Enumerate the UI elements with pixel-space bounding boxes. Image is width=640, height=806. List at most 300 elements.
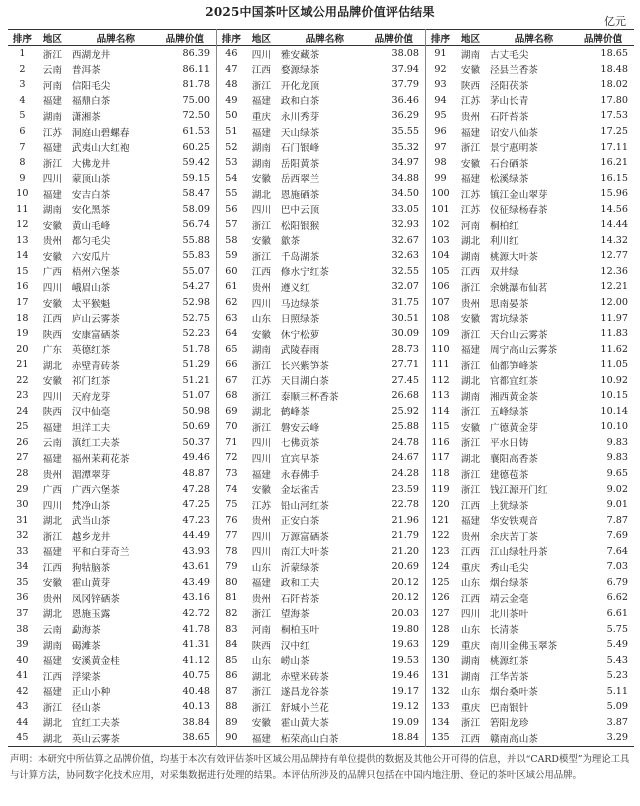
table-row xyxy=(426,201,634,217)
table-row xyxy=(217,606,425,622)
table-row xyxy=(8,683,216,699)
rank-cell: 126 xyxy=(431,592,450,604)
brand-cell: 湘西黄金茶 xyxy=(489,391,538,403)
value-cell: 3.29 xyxy=(578,730,634,746)
table-row xyxy=(217,497,425,513)
rank-cell: 85 xyxy=(225,654,238,666)
region-cell: 湖南 xyxy=(460,671,481,683)
region-cell: 四川 xyxy=(251,547,271,559)
region-cell: 江苏 xyxy=(42,127,62,139)
table-row xyxy=(8,481,216,497)
region-cell: 四川 xyxy=(251,298,271,310)
table-row xyxy=(8,93,216,109)
value-cell: 9.83 xyxy=(606,452,628,464)
header-value: 品牌价值 xyxy=(369,30,425,46)
value-cell: 55.83 xyxy=(182,250,210,262)
brand-cell: 平和白芽奇兰 xyxy=(71,547,130,559)
rank-cell: 89 xyxy=(225,716,238,728)
brand-cell: 周宁高山云雾茶 xyxy=(489,345,558,357)
table-row xyxy=(8,512,216,528)
table-row xyxy=(8,217,216,233)
brand-cell: 日照绿茶 xyxy=(280,314,320,326)
rank-cell: 98 xyxy=(434,157,447,169)
brand-cell: 上犹绿茶 xyxy=(489,500,529,512)
rank-cell: 74 xyxy=(225,483,238,495)
rank-cell: 120 xyxy=(431,499,450,511)
rank-cell: 62 xyxy=(225,297,238,309)
region-cell: 浙江 xyxy=(460,282,481,294)
rank-cell: 45 xyxy=(8,730,37,746)
table-row xyxy=(8,186,216,202)
region-cell: 浙江 xyxy=(251,687,271,699)
table-row xyxy=(8,139,216,155)
brand-cell: 凤冈锌硒茶 xyxy=(71,593,120,605)
region-cell: 江苏 xyxy=(460,189,481,201)
brand-cell: 华安铁观音 xyxy=(489,516,538,528)
rank-cell: 11 xyxy=(16,203,29,215)
table-column-2 xyxy=(216,29,425,747)
value-cell: 9.65 xyxy=(606,468,628,480)
region-cell: 福建 xyxy=(251,96,271,108)
table-row xyxy=(426,46,634,62)
brand-cell: 余庆苦丁茶 xyxy=(489,531,538,543)
brand-cell: 歙茶 xyxy=(280,236,301,248)
rank-cell: 78 xyxy=(225,545,238,557)
table-row xyxy=(8,637,216,653)
table-row xyxy=(217,248,425,264)
table-row xyxy=(8,699,216,715)
table-row xyxy=(8,404,216,420)
brand-cell: 平水日铸 xyxy=(489,438,529,450)
region-cell: 四川 xyxy=(251,438,271,450)
table-row xyxy=(8,528,216,544)
table-row xyxy=(426,450,634,466)
value-cell: 22.78 xyxy=(391,499,419,511)
brand-cell: 仪征绿杨春茶 xyxy=(489,205,548,217)
rank-cell: 32 xyxy=(16,530,29,542)
brand-cell: 湄潭翠芽 xyxy=(71,469,111,481)
value-cell: 43.16 xyxy=(182,592,210,604)
rank-cell: 64 xyxy=(225,328,238,340)
region-cell: 贵州 xyxy=(251,593,271,605)
region-cell: 浙江 xyxy=(42,158,62,170)
table-row xyxy=(217,528,425,544)
table-body xyxy=(426,46,634,747)
rank-cell: 49 xyxy=(225,94,238,106)
value-cell: 51.07 xyxy=(182,390,210,402)
region-cell: 山东 xyxy=(251,314,271,326)
brand-cell: 磐安云峰 xyxy=(280,422,320,434)
region-cell: 湖北 xyxy=(37,730,68,746)
brand-cell: 天府龙芽 xyxy=(71,391,111,403)
value-cell: 50.37 xyxy=(182,436,210,448)
table-row xyxy=(426,310,634,326)
value-cell: 19.12 xyxy=(391,701,419,713)
rank-cell: 96 xyxy=(434,126,447,137)
rank-cell: 131 xyxy=(431,670,450,682)
region-cell: 四川 xyxy=(42,282,62,294)
region-cell: 广东 xyxy=(42,345,62,357)
region-cell: 湖北 xyxy=(42,609,62,621)
rank-cell: 90 xyxy=(217,730,246,746)
region-cell: 四川 xyxy=(42,391,62,403)
rank-cell: 72 xyxy=(225,452,238,464)
rank-cell: 65 xyxy=(225,343,238,355)
region-cell: 江苏 xyxy=(251,376,271,388)
brand-cell: 正安白茶 xyxy=(280,516,320,528)
rank-cell: 24 xyxy=(16,405,29,417)
value-cell: 58.09 xyxy=(182,203,210,215)
rank-cell: 47 xyxy=(225,63,238,75)
value-cell: 41.12 xyxy=(182,654,210,666)
table-row xyxy=(217,310,425,326)
table-row xyxy=(8,435,216,451)
table-row xyxy=(426,435,634,451)
region-cell: 湖北 xyxy=(251,671,271,683)
table-row xyxy=(217,512,425,528)
region-cell: 贵州 xyxy=(42,236,62,248)
brand-cell: 官都宜红茶 xyxy=(489,376,538,388)
region-cell: 安徽 xyxy=(460,422,481,434)
region-cell: 湖北 xyxy=(251,407,271,419)
region-cell: 云南 xyxy=(42,438,62,450)
header-rank: 排序 xyxy=(8,30,37,46)
rank-cell: 118 xyxy=(431,468,450,480)
brand-cell: 镇江金山翠芽 xyxy=(489,189,548,201)
rank-cell: 38 xyxy=(16,623,29,635)
header-region: 地区 xyxy=(37,30,68,46)
table-column-1 xyxy=(8,29,216,747)
table-row xyxy=(426,62,634,78)
value-cell: 5.11 xyxy=(606,685,628,697)
table-row xyxy=(8,559,216,575)
value-cell: 10.14 xyxy=(600,405,628,417)
brand-cell: 余姚瀑布仙茗 xyxy=(489,282,548,294)
region-cell: 江西 xyxy=(460,500,481,512)
table-row xyxy=(8,326,216,342)
region-cell: 陕西 xyxy=(42,407,62,419)
region-cell: 浙江 xyxy=(251,360,271,372)
brand-cell: 岳阳黄茶 xyxy=(280,158,320,170)
rank-cell: 39 xyxy=(16,639,29,651)
header-brand: 品牌名称 xyxy=(277,30,369,46)
table-row xyxy=(217,575,425,591)
region-cell: 湖南 xyxy=(251,345,271,357)
region-cell: 福建 xyxy=(42,656,62,668)
table-row xyxy=(8,108,216,124)
table-row xyxy=(8,575,216,591)
value-cell: 17.80 xyxy=(600,94,628,106)
value-cell: 9.01 xyxy=(606,499,628,511)
value-cell: 28.73 xyxy=(391,343,419,355)
region-cell: 江西 xyxy=(42,314,62,326)
brand-cell: 柘荣高山白茶 xyxy=(277,730,369,746)
rank-cell: 77 xyxy=(225,530,238,542)
rank-cell: 2 xyxy=(19,63,26,75)
rank-cell: 19 xyxy=(16,328,29,340)
rank-cell: 122 xyxy=(431,530,450,542)
region-cell: 河南 xyxy=(460,220,481,232)
rank-cell: 99 xyxy=(434,172,447,184)
rank-cell: 73 xyxy=(225,468,238,480)
value-cell: 43.93 xyxy=(182,545,210,557)
brand-cell: 永春佛手 xyxy=(280,469,320,481)
table-row xyxy=(217,683,425,699)
brand-cell: 安吉白茶 xyxy=(71,189,111,201)
region-cell: 浙江 xyxy=(42,702,62,714)
rank-cell: 54 xyxy=(225,172,238,184)
value-cell: 17.11 xyxy=(600,141,628,153)
rank-cell: 123 xyxy=(431,545,450,557)
rank-cell: 132 xyxy=(431,685,450,697)
brand-cell: 天台山云雾茶 xyxy=(489,329,548,341)
region-cell: 福建 xyxy=(42,422,62,434)
brand-cell: 广西六堡茶 xyxy=(71,485,120,497)
table-row xyxy=(8,544,216,560)
value-cell: 20.69 xyxy=(391,561,419,573)
value-cell: 24.67 xyxy=(391,452,419,464)
table-row xyxy=(217,62,425,78)
brand-cell: 安化黑茶 xyxy=(71,205,111,217)
region-cell: 浙江 xyxy=(460,438,481,450)
value-cell: 50.98 xyxy=(182,405,210,417)
value-cell: 51.78 xyxy=(182,343,210,355)
table-row xyxy=(217,481,425,497)
brand-cell: 双井绿 xyxy=(489,267,519,279)
brand-cell: 西湖龙井 xyxy=(71,49,111,61)
table-row xyxy=(8,201,216,217)
value-cell: 33.05 xyxy=(391,203,419,215)
value-cell: 12.21 xyxy=(600,281,628,293)
rank-cell: 100 xyxy=(431,188,450,200)
brand-cell: 大佛龙井 xyxy=(71,158,111,170)
region-cell: 福建 xyxy=(42,189,62,201)
region-cell: 湖南 xyxy=(42,640,62,652)
rank-cell: 53 xyxy=(225,157,238,169)
region-cell: 江西 xyxy=(42,562,62,574)
table-row xyxy=(426,637,634,653)
value-cell: 54.27 xyxy=(182,281,210,293)
rank-cell: 56 xyxy=(225,203,238,215)
value-cell: 19.53 xyxy=(391,654,419,666)
region-cell: 湖南 xyxy=(251,143,271,155)
rank-cell: 17 xyxy=(16,297,29,309)
region-cell: 山东 xyxy=(460,687,481,699)
value-cell: 32.07 xyxy=(391,281,419,293)
value-cell: 14.44 xyxy=(600,219,628,231)
brand-cell: 峨眉山茶 xyxy=(71,282,111,294)
table-row xyxy=(8,46,216,62)
brand-cell: 仙都笋峰茶 xyxy=(489,360,538,372)
region-cell: 重庆 xyxy=(251,111,271,123)
value-cell: 21.96 xyxy=(391,514,419,526)
rank-cell: 91 xyxy=(434,48,447,60)
value-cell: 35.32 xyxy=(391,141,419,153)
value-cell: 32.93 xyxy=(391,219,419,231)
value-cell: 49.46 xyxy=(182,452,210,464)
rank-cell: 28 xyxy=(16,468,29,480)
value-cell: 11.97 xyxy=(600,312,628,324)
rank-cell: 111 xyxy=(431,359,450,371)
rank-cell: 135 xyxy=(426,730,455,746)
table-row xyxy=(217,279,425,295)
brand-cell: 梵净山茶 xyxy=(71,500,111,512)
rank-cell: 79 xyxy=(225,561,238,573)
table-row xyxy=(426,575,634,591)
brand-cell: 汉中红 xyxy=(280,640,310,652)
rank-cell: 109 xyxy=(431,328,450,340)
value-cell: 21.79 xyxy=(391,530,419,542)
rank-cell: 60 xyxy=(225,265,238,277)
region-cell: 山东 xyxy=(460,578,481,590)
rank-cell: 57 xyxy=(225,219,238,231)
table-row xyxy=(217,341,425,357)
rank-cell: 59 xyxy=(225,250,238,262)
brand-cell: 武陵春雨 xyxy=(280,345,320,357)
rank-cell: 40 xyxy=(16,654,29,666)
value-cell: 47.23 xyxy=(182,514,210,526)
table-row xyxy=(426,590,634,606)
brand-cell: 赤壁米砖茶 xyxy=(280,671,329,683)
table-row xyxy=(217,139,425,155)
value-cell: 48.87 xyxy=(182,468,210,480)
table-row xyxy=(8,279,216,295)
header-region: 地区 xyxy=(455,30,486,46)
brand-cell: 恩施玉露 xyxy=(71,609,111,621)
brand-cell: 广德黄金芽 xyxy=(489,422,538,434)
table-row xyxy=(426,621,634,637)
rank-cell: 1 xyxy=(19,48,26,60)
ranking-table xyxy=(217,29,425,747)
table-row xyxy=(8,730,216,746)
brand-cell: 古丈毛尖 xyxy=(489,49,529,61)
table-row xyxy=(426,715,634,731)
region-cell: 浙江 xyxy=(251,391,271,403)
value-cell: 24.28 xyxy=(391,468,419,480)
region-cell: 湖北 xyxy=(460,376,481,388)
value-cell: 86.39 xyxy=(182,48,210,60)
value-cell: 12.00 xyxy=(600,297,628,309)
value-cell: 5.43 xyxy=(606,654,628,666)
rank-cell: 95 xyxy=(434,110,447,122)
table-body xyxy=(217,46,425,747)
region-cell: 浙江 xyxy=(460,407,481,419)
value-cell: 32.55 xyxy=(391,265,419,277)
brand-cell: 六安瓜片 xyxy=(71,251,111,263)
value-cell: 34.88 xyxy=(391,172,419,184)
value-cell: 47.28 xyxy=(182,483,210,495)
region-cell: 贵州 xyxy=(460,298,481,310)
table-row xyxy=(426,217,634,233)
table-row xyxy=(426,668,634,684)
brand-cell: 北川茶叶 xyxy=(489,609,529,621)
region-cell: 云南 xyxy=(42,65,62,77)
table-row xyxy=(217,404,425,420)
rank-cell: 7 xyxy=(19,141,26,153)
brand-cell: 松溪绿茶 xyxy=(489,174,529,186)
brand-cell: 都匀毛尖 xyxy=(71,236,111,248)
brand-cell: 五峰绿茶 xyxy=(489,407,529,419)
brand-cell: 建德苞茶 xyxy=(489,469,529,481)
table-row xyxy=(217,155,425,171)
table-row xyxy=(426,326,634,342)
table-row xyxy=(217,699,425,715)
brand-cell: 长清茶 xyxy=(489,625,519,636)
brand-cell: 福州茉莉花茶 xyxy=(71,453,130,465)
table-row xyxy=(8,155,216,171)
region-cell: 江西 xyxy=(455,730,486,746)
region-cell: 云南 xyxy=(42,625,62,636)
region-cell: 浙江 xyxy=(460,143,481,155)
rank-cell: 44 xyxy=(16,716,29,728)
value-cell: 21.20 xyxy=(391,545,419,557)
brand-cell: 太平猴魁 xyxy=(71,298,111,310)
region-cell: 江西 xyxy=(460,593,481,605)
region-cell: 浙江 xyxy=(251,220,271,232)
table-row xyxy=(8,264,216,280)
table-row xyxy=(217,77,425,93)
rank-cell: 29 xyxy=(16,483,29,495)
brand-cell: 金坛雀舌 xyxy=(280,485,320,497)
brand-cell: 越乡龙井 xyxy=(71,531,111,543)
value-cell: 26.68 xyxy=(391,390,419,402)
rank-cell: 102 xyxy=(431,219,450,231)
brand-cell: 泾阳茯茶 xyxy=(489,80,529,92)
brand-cell: 石阡苔茶 xyxy=(280,593,320,605)
header-rank: 排序 xyxy=(217,30,246,46)
table-row xyxy=(217,357,425,373)
value-cell: 42.72 xyxy=(182,607,210,619)
brand-cell: 庐山云雾茶 xyxy=(71,314,120,326)
ranking-tables xyxy=(8,29,634,747)
region-cell: 重庆 xyxy=(460,702,481,714)
rank-cell: 119 xyxy=(431,483,450,495)
value-cell: 18.48 xyxy=(600,63,628,75)
region-cell: 浙江 xyxy=(460,329,481,341)
table-row xyxy=(217,201,425,217)
rank-cell: 31 xyxy=(16,514,29,526)
value-cell: 18.02 xyxy=(600,79,628,91)
rank-cell: 113 xyxy=(431,390,450,402)
region-cell: 四川 xyxy=(251,531,271,543)
region-cell: 安徽 xyxy=(42,251,62,263)
value-cell: 18.65 xyxy=(600,48,628,60)
value-cell: 30.09 xyxy=(391,328,419,340)
region-cell: 湖南 xyxy=(460,251,481,263)
region-cell: 安徽 xyxy=(251,329,271,341)
region-cell: 福建 xyxy=(42,96,62,108)
region-cell: 浙江 xyxy=(42,49,62,61)
rank-cell: 23 xyxy=(16,390,29,402)
table-row xyxy=(8,310,216,326)
value-cell: 10.92 xyxy=(600,374,628,386)
brand-cell: 坦洋工夫 xyxy=(71,422,111,434)
region-cell: 广西 xyxy=(42,485,62,497)
brand-cell: 碣滩茶 xyxy=(71,640,101,652)
table-row xyxy=(8,124,216,140)
brand-cell: 马边绿茶 xyxy=(280,298,320,310)
region-cell: 河南 xyxy=(251,625,271,636)
value-cell: 43.61 xyxy=(182,561,210,573)
table-row xyxy=(8,419,216,435)
rank-cell: 15 xyxy=(16,265,29,277)
table-row xyxy=(217,93,425,109)
value-cell: 10.10 xyxy=(600,421,628,433)
region-cell: 陕西 xyxy=(42,329,62,341)
region-cell: 福建 xyxy=(251,127,271,139)
brand-cell: 恩施硒茶 xyxy=(280,189,320,201)
rank-cell: 105 xyxy=(431,265,450,277)
